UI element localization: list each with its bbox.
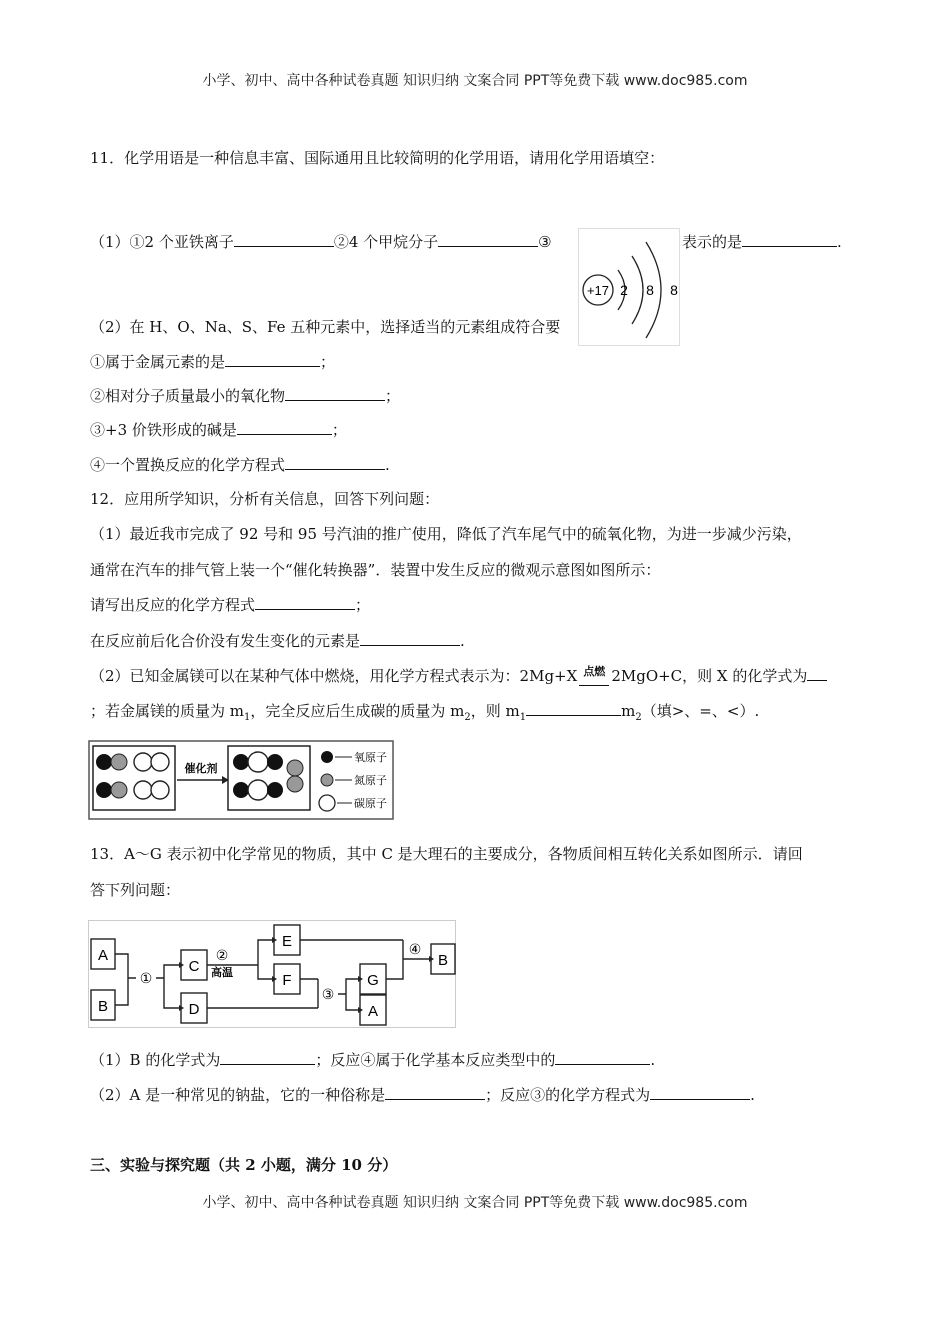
node-A-label: A [97, 947, 109, 964]
punct: ； [331, 421, 347, 439]
page-footer: 小学、初中、高中各种试卷真题 知识归纳 文案合同 PPT等免费下载 www.doc985.com [202, 1195, 748, 1211]
node-E-label: E [281, 933, 293, 950]
q11-item3 [90, 420, 347, 440]
q11-item4-text: ④一个置换反应的化学方程式 [90, 456, 286, 474]
punct: ； [355, 596, 371, 614]
q12-part1-line1: （1）最近我市完成了 92 号和 95 号汽油的推广使用，降低了汽车尾气中的硫氧化物，为进一步减少污染， [90, 525, 802, 543]
carbon-atom [134, 781, 152, 799]
oxygen-atom [96, 754, 112, 770]
answer-blank[interactable] [237, 420, 332, 435]
q13-part2 [90, 1085, 755, 1105]
section3-title: 三、实验与探究题（共 2 小题，满分 10 分） [90, 1156, 398, 1174]
node-G-label: G [367, 972, 379, 989]
punct: . [460, 632, 465, 650]
q12-part1-line3 [90, 595, 370, 615]
answer-blank[interactable] [555, 1050, 650, 1065]
node-D-label: D [188, 1001, 200, 1018]
legend-carbon-label: 碳原子 [354, 797, 387, 810]
q11-item4 [90, 455, 390, 475]
answer-blank[interactable] [385, 1085, 485, 1100]
punct: ； [320, 353, 336, 371]
q11-part1-d: 表示的是 [682, 233, 743, 251]
q11-part1-c: ③ [538, 233, 552, 251]
reaction-2-label: ② [215, 948, 229, 964]
punct: . [750, 1086, 755, 1104]
q11-part1-b: ②4 个甲烷分子 [333, 233, 439, 251]
subscript: 2 [464, 712, 471, 723]
legend-nitrogen-symbol [321, 774, 333, 786]
carbon-atom [134, 753, 152, 771]
answer-blank[interactable] [807, 666, 827, 681]
answer-blank[interactable] [285, 455, 385, 470]
reaction-3-label: ③ [321, 987, 335, 1003]
subscript: 1 [244, 712, 251, 723]
q11-part1-a: （1）①2 个亚铁离子 [90, 233, 234, 251]
legend-carbon-symbol [319, 795, 335, 811]
text: ；若金属镁的质量为 m [90, 702, 244, 720]
answer-blank[interactable] [255, 595, 355, 610]
shell1-electrons: 2 [620, 282, 628, 298]
nitrogen-atom [111, 754, 127, 770]
nitrogen-atom [111, 782, 127, 798]
q13-part1-b: ；反应④属于化学基本反应类型中的 [315, 1051, 556, 1069]
q12-part1-line2: 通常在汽车的排气管上装一个“催化转换器”．装置中发生反应的微观示意图如图所示： [90, 561, 661, 579]
answer-blank[interactable] [650, 1085, 750, 1100]
oxygen-atom [96, 782, 112, 798]
q11-item2-text: ②相对分子质量最小的氧化物 [90, 387, 286, 405]
reaction-4-label: ④ [408, 942, 422, 958]
oxygen-atom [267, 754, 283, 770]
q13-part1-a: （1）B 的化学式为 [90, 1051, 221, 1069]
q11-item3-text: ③+3 价铁形成的碱是 [90, 421, 237, 439]
answer-blank[interactable] [220, 1050, 315, 1065]
legend-oxygen-symbol [321, 751, 333, 763]
q13-part2-a: （2）A 是一种常见的钠盐，它的一种俗称是 [90, 1086, 386, 1104]
page-header: 小学、初中、高中各种试卷真题 知识归纳 文案合同 PPT等免费下载 www.doc985.com [202, 73, 748, 89]
subscript: 1 [519, 712, 527, 723]
shell2-electrons: 8 [646, 282, 654, 298]
q11-stem: 11．化学用语是一种信息丰富、国际通用且比较简明的化学用语，请用化学用语填空： [90, 149, 665, 167]
answer-blank[interactable] [234, 232, 334, 247]
text: ，完全反应后生成碳的质量为 m [250, 702, 465, 720]
nucleus-charge: +17 [586, 283, 610, 298]
node-B-label: B [97, 998, 109, 1015]
reaction-1-label: ① [139, 971, 153, 987]
atom-structure-diagram [578, 228, 680, 346]
nitrogen-atom [287, 760, 303, 776]
q13-stem-line2: 答下列问题： [90, 881, 181, 899]
arrow-line [579, 685, 609, 686]
text: ，则 m [470, 702, 520, 720]
q11-part2: （2）在 H、O、Na、S、Fe 五种元素中，选择适当的元素组成符合要 [90, 318, 561, 336]
carbon-atom [151, 781, 169, 799]
q13-part2-b: ；反应③的化学方程式为 [485, 1086, 651, 1104]
node-B2-label: B [437, 952, 449, 969]
node-C-label: C [188, 958, 200, 975]
reaction-2-condition: 高温 [211, 966, 233, 979]
q13-part1 [90, 1050, 655, 1070]
answer-blank[interactable] [438, 232, 538, 247]
q12-eq-left: （2）已知金属镁可以在某种气体中燃烧，用化学方程式表示为：2Mg+X [90, 667, 578, 685]
q13-stem-line1: 13．A～G 表示初中化学常见的物质，其中 C 是大理石的主要成分，各物质间相互转化关系如图所示．请回 [90, 845, 803, 863]
q12-part1-line4 [90, 631, 465, 651]
answer-blank[interactable] [285, 386, 385, 401]
q11-item1 [90, 352, 335, 372]
text: （填>、=、<）. [641, 702, 760, 720]
legend-oxygen-label: 氧原子 [354, 751, 387, 764]
q11-item2 [90, 386, 400, 406]
reaction-condition: 点燃 [583, 666, 606, 678]
punct: . [385, 456, 390, 474]
answer-blank[interactable] [526, 701, 621, 716]
subscript: 2 [635, 712, 642, 723]
punct: . [837, 233, 842, 251]
carbon-atom [248, 780, 268, 800]
answer-blank[interactable] [225, 352, 320, 367]
legend-nitrogen-label: 氮原子 [354, 774, 387, 787]
text: m [621, 702, 636, 720]
nitrogen-atom [287, 776, 303, 792]
q11-item1-text: ①属于金属元素的是 [90, 353, 226, 371]
carbon-atom [151, 753, 169, 771]
answer-blank[interactable] [360, 631, 460, 646]
node-F-label: F [282, 972, 292, 989]
q11-part1 [90, 232, 552, 252]
answer-blank[interactable] [742, 232, 837, 247]
q12-line4-text: 在反应前后化合价没有发生变化的元素是 [90, 632, 361, 650]
reaction-arrow [577, 666, 611, 688]
substance-flow-diagram [88, 920, 456, 1028]
q12-stem: 12．应用所学知识，分析有关信息，回答下列问题： [90, 490, 440, 508]
shell3-electrons: 8 [670, 282, 678, 298]
oxygen-atom [233, 782, 249, 798]
q12-part2-line1 [90, 666, 827, 688]
q11-part1-tail [682, 232, 842, 252]
q12-part2-line2 [90, 701, 759, 728]
node-A2-label: A [367, 1003, 379, 1020]
oxygen-atom [267, 782, 283, 798]
q12-line3-text: 请写出反应的化学方程式 [90, 596, 256, 614]
oxygen-atom [233, 754, 249, 770]
catalyst-label: 催化剂 [184, 762, 218, 775]
punct: ； [385, 387, 401, 405]
catalytic-converter-diagram [88, 740, 394, 820]
punct: . [650, 1051, 656, 1069]
carbon-atom [248, 752, 268, 772]
q12-eq-right: 2MgO+C，则 X 的化学式为 [611, 667, 808, 685]
